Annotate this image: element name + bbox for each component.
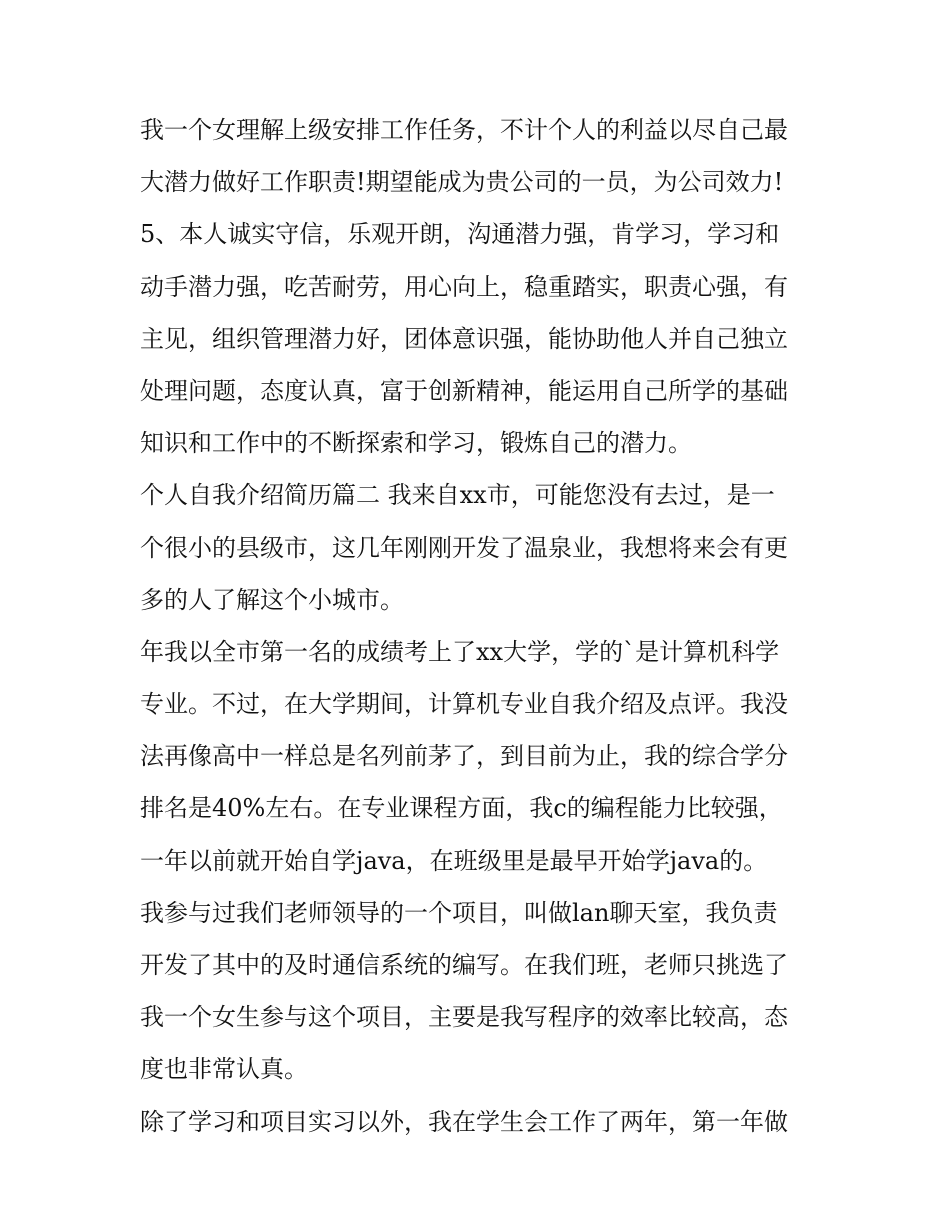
text-line: 除了学习和项目实习以外，我在学生会工作了两年，第一年做: [140, 1107, 788, 1136]
text-line: 开发了其中的及时通信系统的编写。在我们班，老师只挑选了: [140, 951, 788, 979]
text-line: 主见，组织管理潜力好，团体意识强，能协助他人并自己独立: [140, 324, 788, 353]
text-line: 年我以全市第一名的成绩考上了xx大学，学的`是计算机科学: [140, 637, 780, 666]
text-line: 个人自我介绍简历篇二 我来自xx市，可能您没有去过，是一: [140, 481, 775, 510]
text-line: 大潜力做好工作职责!期望能成为贵公司的一员，为公司效力!: [140, 168, 784, 197]
text-line: 知识和工作中的不断探索和学习，锻炼自己的潜力。: [140, 429, 692, 458]
text-line: 我参与过我们老师领导的一个项目，叫做lan聊天室，我负责: [140, 898, 778, 927]
text-line: 动手潜力强，吃苦耐劳，用心向上，稳重踏实，职责心强，有: [140, 272, 788, 301]
text-line: 度也非常认真。: [140, 1055, 308, 1084]
text-line: 一年以前就开始自学java，在班级里是最早开始学java的。: [140, 846, 768, 875]
text-line: 我一个女理解上级安排工作任务，不计个人的利益以尽自己最: [140, 116, 788, 144]
text-line: 处理问题，态度认真，富于创新精神，能运用自己所学的基础: [140, 376, 788, 405]
text-line: 排名是40%左右。在专业课程方面，我c的编程能力比较强，: [140, 794, 783, 823]
text-line: 多的人了解这个小城市。: [140, 585, 404, 614]
text-line: 法再像高中一样总是名列前茅了，到目前为止，我的综合学分: [140, 742, 788, 771]
document-body: [140, 104, 815, 1148]
text-line: 我一个女生参与这个项目，主要是我写程序的效率比较高，态: [140, 1003, 788, 1032]
text-line: 个很小的县级市，这几年刚刚开发了温泉业，我想将来会有更: [140, 533, 788, 562]
text-line: 5、本人诚实守信，乐观开朗，沟通潜力强，肯学习，学习和: [140, 220, 780, 249]
text-line: 专业。不过，在大学期间，计算机专业自我介绍及点评。我没: [140, 690, 788, 719]
